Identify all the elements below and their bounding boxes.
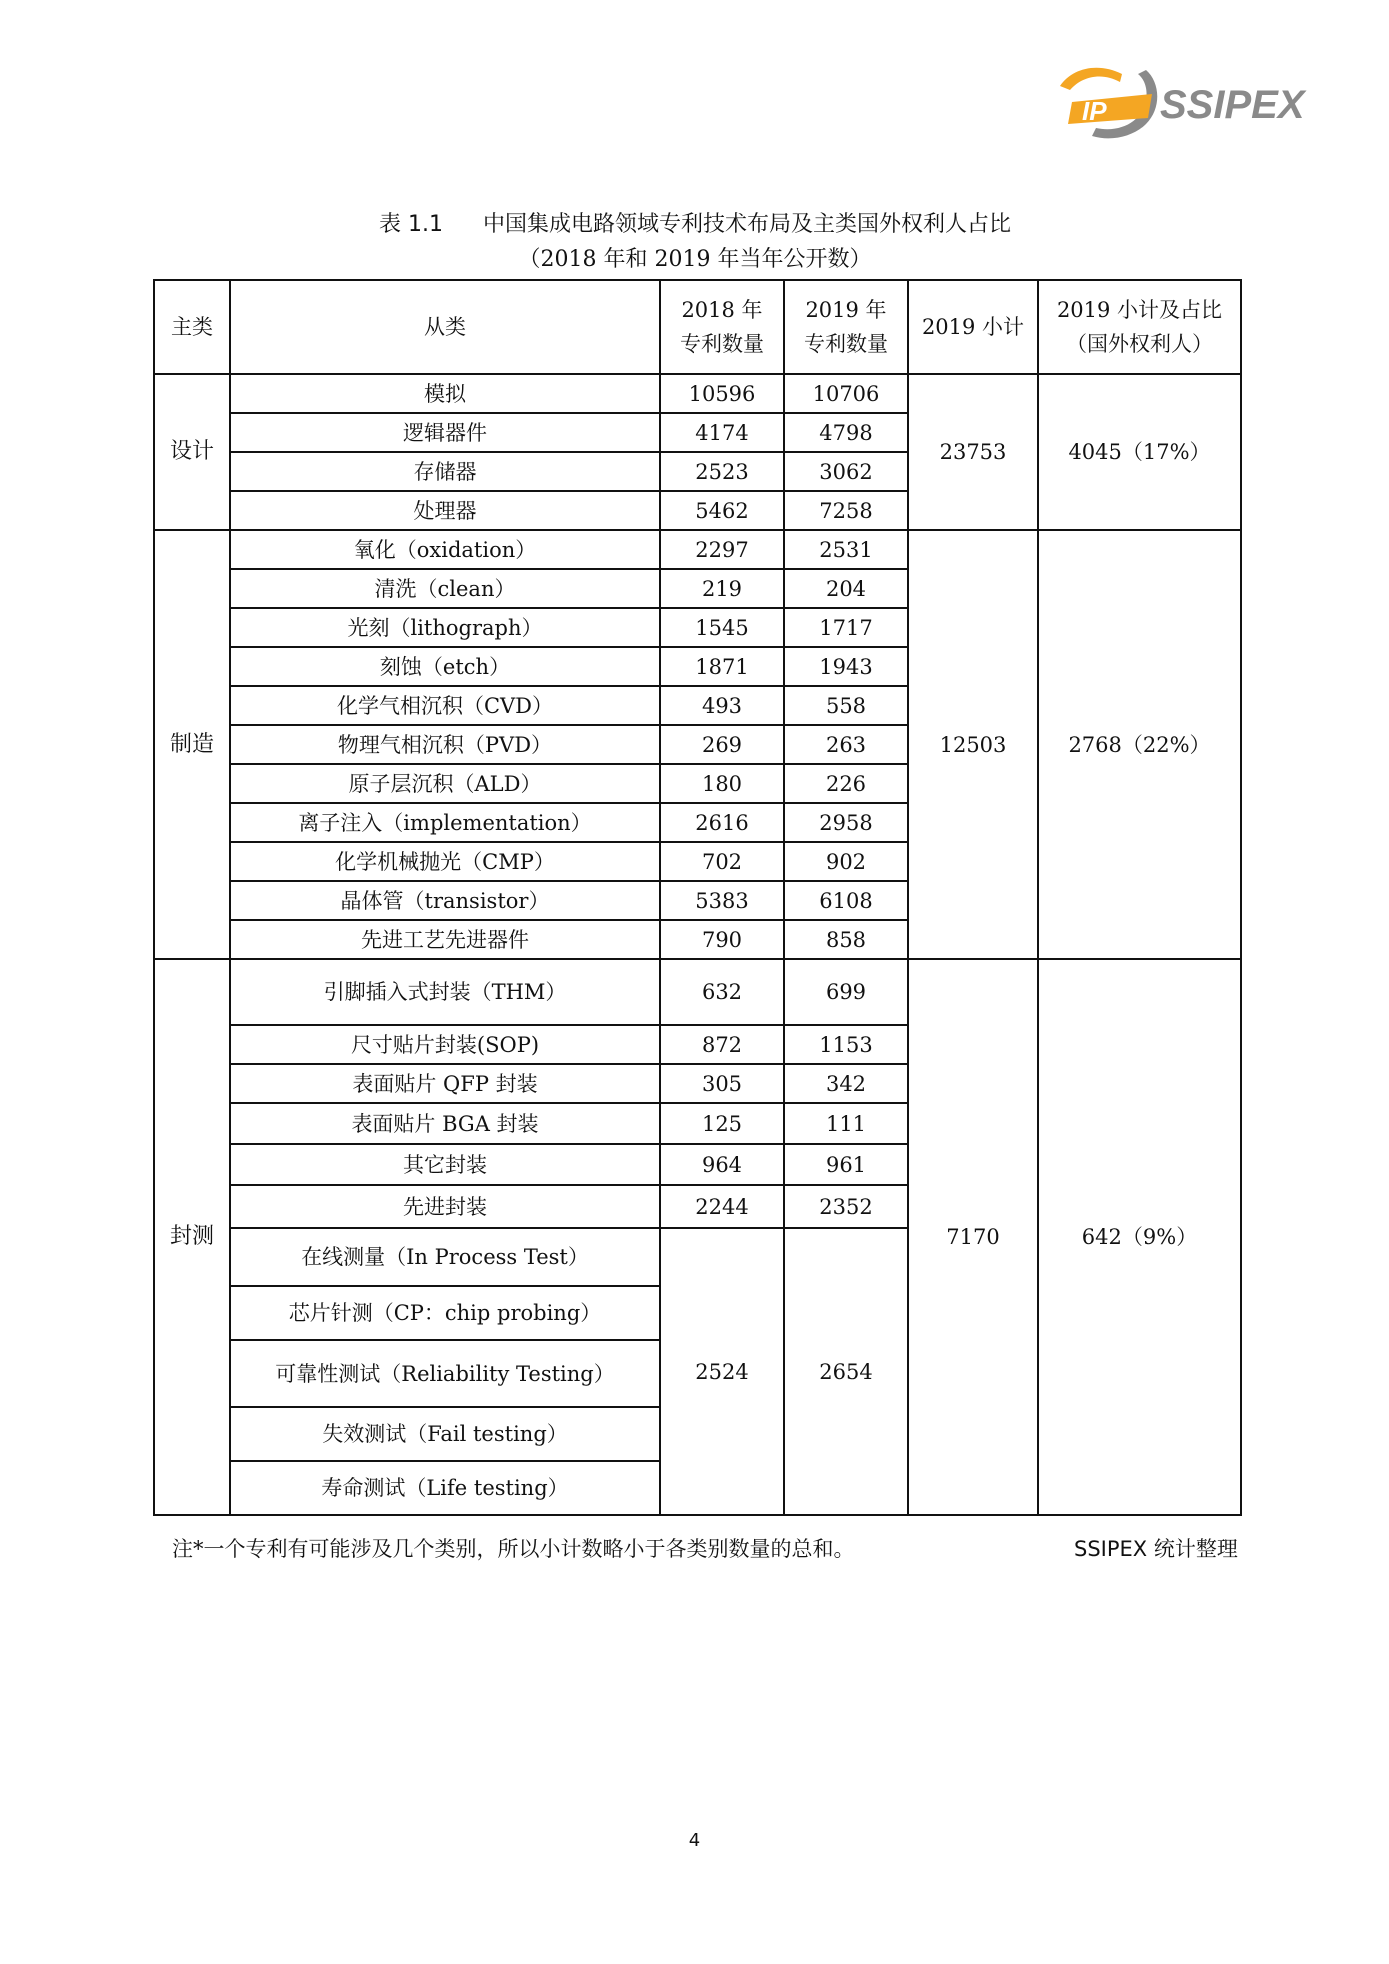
count-2019: 6108	[784, 881, 908, 920]
count-2018: 125	[660, 1103, 784, 1144]
count-2018: 872	[660, 1025, 784, 1064]
count-2018: 1871	[660, 647, 784, 686]
table-source: SSIPEX 统计整理	[1074, 1537, 1238, 1561]
count-2019: 961	[784, 1144, 908, 1185]
table-row	[154, 374, 1241, 413]
main-category: 制造	[154, 530, 230, 959]
count-2019: 1153	[784, 1025, 908, 1064]
count-2018: 2297	[660, 530, 784, 569]
count-2019: 10706	[784, 374, 908, 413]
sub-category: 其它封装	[230, 1144, 660, 1185]
count-2018: 269	[660, 725, 784, 764]
count-2018: 702	[660, 842, 784, 881]
table-row	[154, 959, 1241, 1025]
sub-category: 尺寸贴片封装(SOP)	[230, 1025, 660, 1064]
table-subtitle: （2018 年和 2019 年当年公开数）	[518, 247, 872, 272]
count-2018: 5383	[660, 881, 784, 920]
count-2019: 902	[784, 842, 908, 881]
subtotal-2019: 23753	[908, 374, 1038, 530]
count-2019: 342	[784, 1064, 908, 1103]
logo-mark-text: IP	[1082, 96, 1107, 126]
main-category: 设计	[154, 374, 230, 530]
logo-brand-text: SSIPEX	[1160, 83, 1305, 127]
sub-category: 处理器	[230, 491, 660, 530]
table-title: 中国集成电路领域专利技术布局及主类国外权利人占比	[482, 212, 1011, 237]
sub-category: 化学气相沉积（CVD）	[230, 686, 660, 725]
count-2019: 4798	[784, 413, 908, 452]
count-2019: 3062	[784, 452, 908, 491]
ssipex-logo	[1052, 52, 1314, 144]
count-2018: 10596	[660, 374, 784, 413]
count-2019: 263	[784, 725, 908, 764]
sub-category: 芯片针测（CP：chip probing）	[230, 1286, 660, 1340]
sub-category: 模拟	[230, 374, 660, 413]
sub-category: 刻蚀（etch）	[230, 647, 660, 686]
count-2019: 2654	[784, 1228, 908, 1515]
page-number: 4	[688, 1830, 701, 1851]
foreign-share: 4045（17%）	[1038, 374, 1241, 530]
count-2019: 226	[784, 764, 908, 803]
count-2019: 2531	[784, 530, 908, 569]
sub-category: 引脚插入式封装（THM）	[230, 959, 660, 1025]
foreign-share: 2768（22%）	[1038, 530, 1241, 959]
count-2018: 1545	[660, 608, 784, 647]
foreign-share: 642（9%）	[1038, 959, 1241, 1515]
header-2019: 2019 年 专利数量	[784, 280, 908, 374]
sub-category: 清洗（clean）	[230, 569, 660, 608]
header-row	[154, 280, 1241, 374]
main-category: 封测	[154, 959, 230, 1515]
count-2018: 4174	[660, 413, 784, 452]
sub-category: 表面贴片 QFP 封装	[230, 1064, 660, 1103]
count-2018: 5462	[660, 491, 784, 530]
sub-category: 光刻（lithograph）	[230, 608, 660, 647]
sub-category: 失效测试（Fail testing）	[230, 1407, 660, 1461]
sub-category: 氧化（oxidation）	[230, 530, 660, 569]
subtotal-2019: 12503	[908, 530, 1038, 959]
header-foreign: 2019 小计及占比 （国外权利人）	[1038, 280, 1241, 374]
sub-category: 存储器	[230, 452, 660, 491]
count-2018: 305	[660, 1064, 784, 1103]
sub-category: 可靠性测试（Reliability Testing）	[230, 1340, 660, 1407]
table-caption	[150, 210, 1240, 240]
count-2018: 219	[660, 569, 784, 608]
count-2018: 2616	[660, 803, 784, 842]
table-row	[154, 530, 1241, 569]
count-2018: 2523	[660, 452, 784, 491]
sub-category: 原子层沉积（ALD）	[230, 764, 660, 803]
count-2018: 180	[660, 764, 784, 803]
count-2019: 1717	[784, 608, 908, 647]
sub-category: 物理气相沉积（PVD）	[230, 725, 660, 764]
sub-category: 逻辑器件	[230, 413, 660, 452]
count-2018: 632	[660, 959, 784, 1025]
table-number: 表 1.1	[379, 212, 443, 237]
count-2019: 111	[784, 1103, 908, 1144]
count-2019: 858	[784, 920, 908, 959]
count-2019: 558	[784, 686, 908, 725]
header-2018: 2018 年 专利数量	[660, 280, 784, 374]
count-2019: 204	[784, 569, 908, 608]
subtotal-2019: 7170	[908, 959, 1038, 1515]
count-2019: 699	[784, 959, 908, 1025]
count-2019: 2352	[784, 1185, 908, 1228]
count-2019: 1943	[784, 647, 908, 686]
table-note: 注*一个专利有可能涉及几个类别，所以小计数略小于各类别数量的总和。	[172, 1537, 855, 1561]
sub-category: 晶体管（transistor）	[230, 881, 660, 920]
count-2018: 493	[660, 686, 784, 725]
header-main: 主类	[154, 280, 230, 374]
header-subtotal: 2019 小计	[908, 280, 1038, 374]
count-2018: 790	[660, 920, 784, 959]
sub-category: 先进工艺先进器件	[230, 920, 660, 959]
count-2018: 2524	[660, 1228, 784, 1515]
sub-category: 表面贴片 BGA 封装	[230, 1103, 660, 1144]
count-2018: 964	[660, 1144, 784, 1185]
patent-table	[153, 279, 1242, 1516]
count-2019: 2958	[784, 803, 908, 842]
sub-category: 化学机械抛光（CMP）	[230, 842, 660, 881]
sub-category: 寿命测试（Life testing）	[230, 1461, 660, 1515]
sub-category: 离子注入（implementation）	[230, 803, 660, 842]
sub-category: 在线测量（In Process Test）	[230, 1228, 660, 1286]
sub-category: 先进封装	[230, 1185, 660, 1228]
header-sub: 从类	[230, 280, 660, 374]
count-2018: 2244	[660, 1185, 784, 1228]
count-2019: 7258	[784, 491, 908, 530]
